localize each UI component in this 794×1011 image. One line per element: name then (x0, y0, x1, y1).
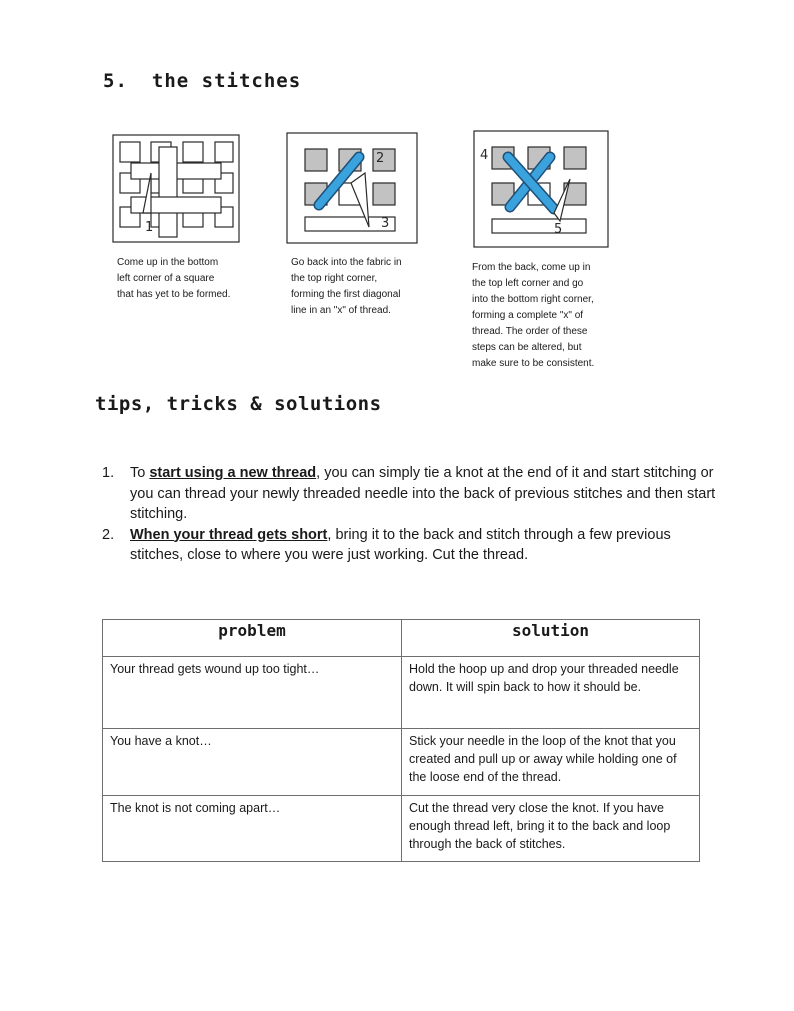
table-row (103, 796, 700, 862)
table-row (103, 729, 700, 796)
problem-cell: Your thread gets wound up too tight… (103, 657, 402, 729)
stitch-mark-4: 4 (480, 148, 489, 163)
caption-line: the top left corner and go (472, 278, 584, 289)
tip-number: 1. (102, 465, 115, 481)
tip-item (102, 525, 722, 566)
solution-cell: Hold the hoop up and drop your threaded needle down. It will spin back to how it should be. (402, 657, 700, 729)
caption-line: thread. The order of these (472, 326, 588, 337)
caption-line: make sure to be consistent. (472, 358, 595, 369)
solution-cell: Stick your needle in the loop of the knot that you created and pull up or away while holding one of the loose end of the thread. (402, 729, 700, 796)
caption-line: into the bottom right corner, (472, 294, 594, 305)
tips-heading: tips, tricks & solutions (95, 393, 382, 415)
caption-line: forming the first diagonal (291, 289, 401, 300)
stitch-diagram-step-2 (285, 131, 419, 245)
tip-text: , bring it to the back and stitch through a few previous stitches, close to where you were just working. Cut the thread. (130, 526, 671, 563)
section-title: the stitches (151, 70, 302, 92)
diagram-weave-grid (113, 135, 239, 242)
step-3-caption (472, 260, 594, 372)
caption-line: line in an "x" of thread. (291, 305, 391, 316)
stitch-mark-5: 5 (554, 222, 563, 237)
tip-number: 2. (102, 526, 115, 543)
stitch-mark-3: 3 (381, 216, 390, 231)
tip-highlight: When your thread gets short (130, 526, 328, 543)
caption-line: that has yet to be formed. (117, 289, 231, 300)
problem-solution-table (102, 619, 700, 862)
caption-line: From the back, come up in (472, 262, 591, 273)
problem-cell: You have a knot… (103, 729, 402, 796)
caption-line: forming a complete "x" of (472, 310, 584, 321)
caption-line: Come up in the bottom (117, 257, 219, 268)
tip-text-pre: To (130, 465, 150, 481)
stitch-mark-1: 1 (145, 220, 154, 235)
table-header-row (103, 620, 700, 657)
section-heading (103, 70, 301, 92)
stitch-diagram-step-3 (472, 129, 610, 250)
caption-line: Go back into the fabric in (291, 257, 402, 268)
caption-line: the top right corner, (291, 273, 378, 284)
tip-highlight: start using a new thread (149, 465, 317, 481)
column-header-problem: problem (103, 620, 402, 657)
table-row (103, 657, 700, 729)
caption-line: left corner of a square (117, 273, 215, 284)
tips-list (102, 463, 722, 566)
column-header-solution: solution (402, 620, 700, 657)
solution-cell: Cut the thread very close the knot. If you have enough thread left, bring it to the back and loop through the back of stitches. (402, 796, 700, 862)
tip-text: , you can simply tie a knot at the end of it and start stitching or you can thread your newly threaded needle into the back of previous stitches and then start stitching. (130, 465, 716, 522)
diagram-fabric-grid (287, 133, 417, 243)
stitch-mark-2: 2 (376, 151, 385, 166)
step-2-caption (291, 255, 402, 319)
section-number: 5. (103, 70, 128, 92)
stitch-diagram-step-1 (111, 133, 241, 245)
caption-line: steps can be altered, but (472, 342, 582, 353)
tip-item (102, 463, 722, 525)
step-1-caption (117, 255, 230, 303)
problem-cell: The knot is not coming apart… (103, 796, 402, 862)
